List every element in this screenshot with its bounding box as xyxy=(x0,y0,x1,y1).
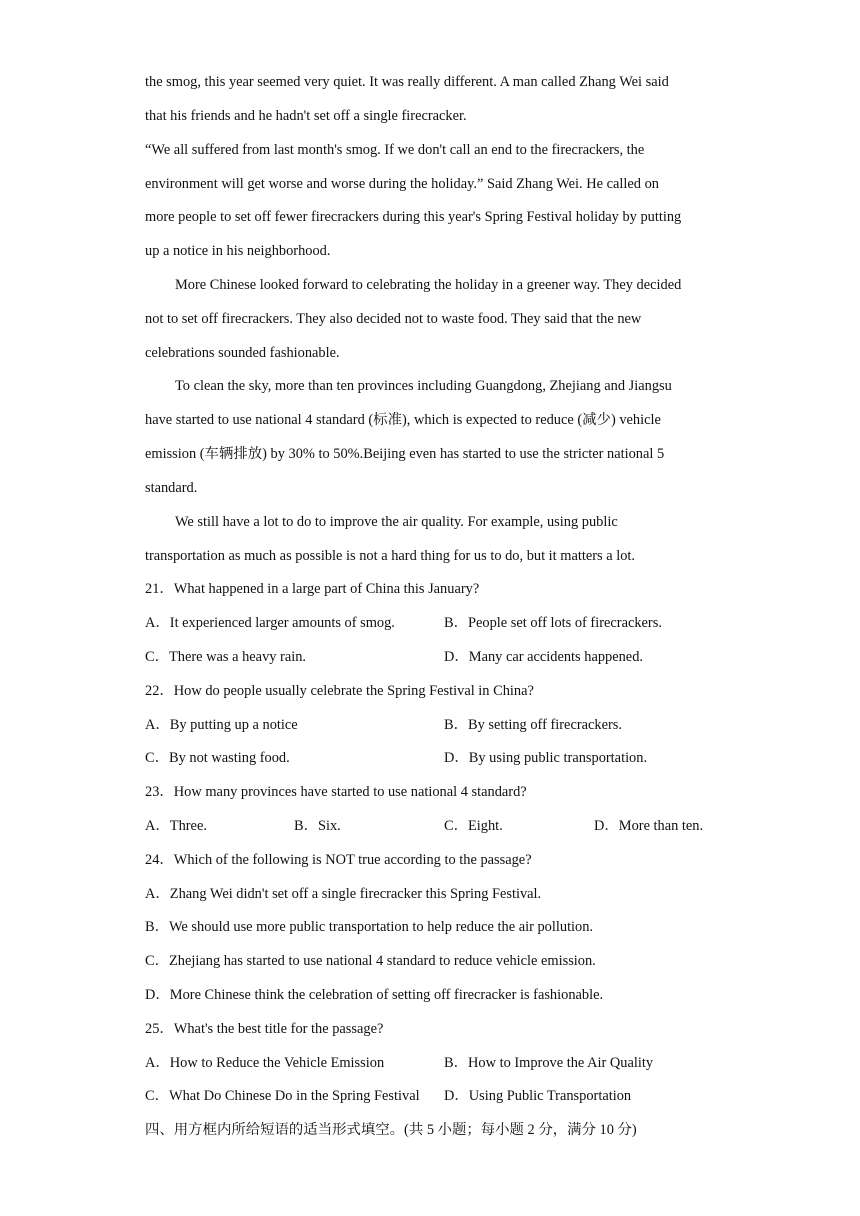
passage-line: More Chinese looked forward to celebrating the holiday in a greener way. They decided xyxy=(175,277,682,293)
section-four-heading: 四、用方框内所给短语的适当形式填空。(共 5 小题；每小题 2 分，满分 10 分) xyxy=(145,1122,637,1138)
q22-option-a: A．By putting up a notice xyxy=(145,717,298,733)
passage-line: up a notice in his neighborhood. xyxy=(145,243,331,259)
q25-option-b: B．How to Improve the Air Quality xyxy=(444,1055,654,1071)
q22-option-b: B．By setting off firecrackers. xyxy=(444,717,622,733)
q21-option-b: B．People set off lots of firecrackers. xyxy=(444,615,662,631)
q25-option-c: C．What Do Chinese Do in the Spring Festival xyxy=(145,1088,420,1104)
passage-line: that his friends and he hadn't set off a single firecracker. xyxy=(145,108,467,124)
q24-option-a: A．Zhang Wei didn't set off a single firecracker this Spring Festival. xyxy=(145,886,542,902)
question-stem-25: 25．What's the best title for the passage? xyxy=(145,1021,384,1037)
question-stem-23: 23．How many provinces have started to use national 4 standard? xyxy=(145,784,527,800)
q21-option-d: D．Many car accidents happened. xyxy=(444,649,643,665)
question-stem-22: 22．How do people usually celebrate the Spring Festival in China? xyxy=(145,683,534,699)
passage-line: the smog, this year seemed very quiet. It was really different. A man called Zhang Wei said xyxy=(145,74,669,90)
q24-option-c: C．Zhejiang has started to use national 4 standard to reduce vehicle emission. xyxy=(145,953,596,969)
passage-line: standard. xyxy=(145,480,198,496)
question-stem-24: 24．Which of the following is NOT true according to the passage? xyxy=(145,852,532,868)
passage-line: To clean the sky, more than ten provinces including Guangdong, Zhejiang and Jiangsu xyxy=(175,378,672,394)
q23-option-a: A．Three. xyxy=(145,818,207,834)
passage-line: not to set off firecrackers. They also decided not to waste food. They said that the new xyxy=(145,311,642,327)
q22-option-c: C．By not wasting food. xyxy=(145,750,290,766)
passage-line: transportation as much as possible is not a hard thing for us to do, but it matters a lot. xyxy=(145,548,636,564)
q23-option-c: C．Eight. xyxy=(444,818,503,834)
q25-option-d: D．Using Public Transportation xyxy=(444,1088,632,1104)
passage-line: “We all suffered from last month's smog. If we don't call an end to the firecrackers, the xyxy=(145,142,645,158)
q23-option-b: B．Six. xyxy=(294,818,341,834)
passage-line: have started to use national 4 standard (标准), which is expected to reduce (减少) vehicle xyxy=(145,412,661,428)
passage-line: emission (车辆排放) by 30% to 50%.Beijing even has started to use the stricter national 5 xyxy=(145,446,665,462)
q21-option-a: A．It experienced larger amounts of smog. xyxy=(145,615,395,631)
q24-option-d: D．More Chinese think the celebration of setting off firecracker is fashionable. xyxy=(145,987,604,1003)
question-stem-21: 21．What happened in a large part of China this January? xyxy=(145,581,480,597)
q21-option-c: C．There was a heavy rain. xyxy=(145,649,307,665)
passage-line: celebrations sounded fashionable. xyxy=(145,345,340,361)
passage-line: environment will get worse and worse during the holiday.” Said Zhang Wei. He called on xyxy=(145,176,659,192)
passage-line: We still have a lot to do to improve the air quality. For example, using public xyxy=(175,514,618,530)
q22-option-d: D．By using public transportation. xyxy=(444,750,648,766)
q24-option-b: B．We should use more public transportation to help reduce the air pollution. xyxy=(145,919,594,935)
passage-line: more people to set off fewer firecrackers during this year's Spring Festival holiday by putting xyxy=(145,209,682,225)
q25-option-a: A．How to Reduce the Vehicle Emission xyxy=(145,1055,385,1071)
q23-option-d: D．More than ten. xyxy=(594,818,704,834)
